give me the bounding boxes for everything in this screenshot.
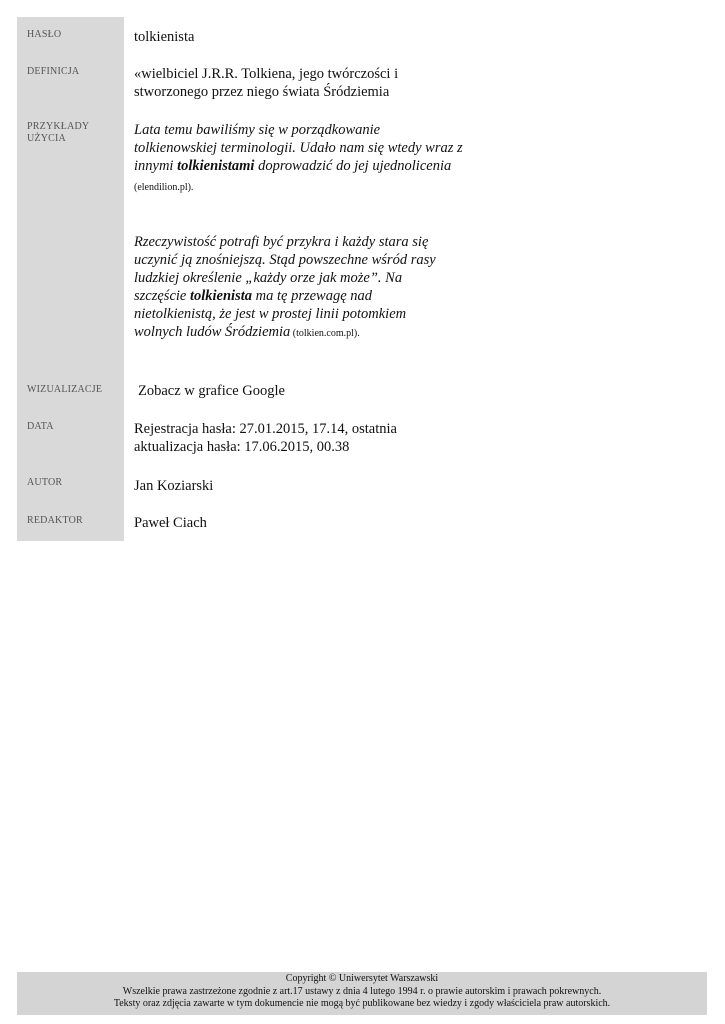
label-haslo: HASŁO — [27, 29, 62, 40]
example-1-text-end: doprowadzić do jej ujednolicenia — [254, 158, 452, 174]
value-data: Rejestracja hasła: 27.01.2015, 17.14, ostatnia aktualizacja hasła: 17.06.2015, 00.38 — [134, 421, 397, 455]
label-autor: AUTOR — [27, 477, 63, 488]
example-2-text: Rzeczywistość potrafi być przykra i każdy stara się uczynić ją znośniejszą. Stąd powszechne wśród rasy ludzkiej określenie „każdy orze jak może”. Na szczęście — [134, 234, 436, 304]
label-przyklady: PRZYKŁADY UŻYCIA — [27, 121, 90, 144]
example-1-text: Lata temu bawiliśmy się w porządkowanie tolkienowskiej terminologii. Udało nam się wtedy wraz z innymi — [134, 122, 463, 174]
label-wizualizacje: WIZUALIZACJE — [27, 384, 103, 395]
value-haslo: tolkienista — [134, 29, 195, 45]
copyright-footer — [17, 972, 707, 1015]
example-2-source: (tolkien.com.pl). — [290, 328, 360, 339]
footer-rights: Wszelkie prawa zastrzeżone zgodnie z art.17 ustawy z dnia 4 lutego 1994 r. o prawie autorskim i prawach pokrewnych. — [122, 985, 602, 997]
example-1 — [134, 121, 464, 197]
value-definicja: «wielbiciel J.R.R. Tolkiena, jego twórczości i stworzonego przez niego świata Śródziemia — [134, 66, 399, 100]
example-1-source: (elendilion.pl). — [134, 182, 194, 193]
value-redaktor: Paweł Ciach — [134, 515, 207, 531]
label-definicja: DEFINICJA — [27, 66, 80, 77]
example-2-keyword: tolkienista — [189, 288, 253, 304]
google-images-link[interactable]: Zobacz w grafice Google — [138, 383, 285, 399]
footer-copyright: Copyright © Uniwersytet Warszawski — [285, 973, 439, 984]
label-column — [17, 17, 124, 541]
example-1-keyword: tolkienistami — [177, 158, 255, 174]
example-2 — [134, 233, 454, 343]
example-2-text-end: ma tę przewagę nad nietolkienistą, że jest w prostej linii potomkiem wolnych ludów Śródziemia — [134, 288, 407, 340]
value-autor: Jan Koziarski — [134, 478, 214, 494]
label-data: DATA — [27, 421, 54, 432]
footer-publication-notice: Teksty oraz zdjęcia zawarte w tym dokumencie nie mogą być publikowane bez wiedzy i zgody właściciela praw autorskich. — [113, 998, 611, 1009]
label-redaktor: REDAKTOR — [27, 515, 83, 526]
